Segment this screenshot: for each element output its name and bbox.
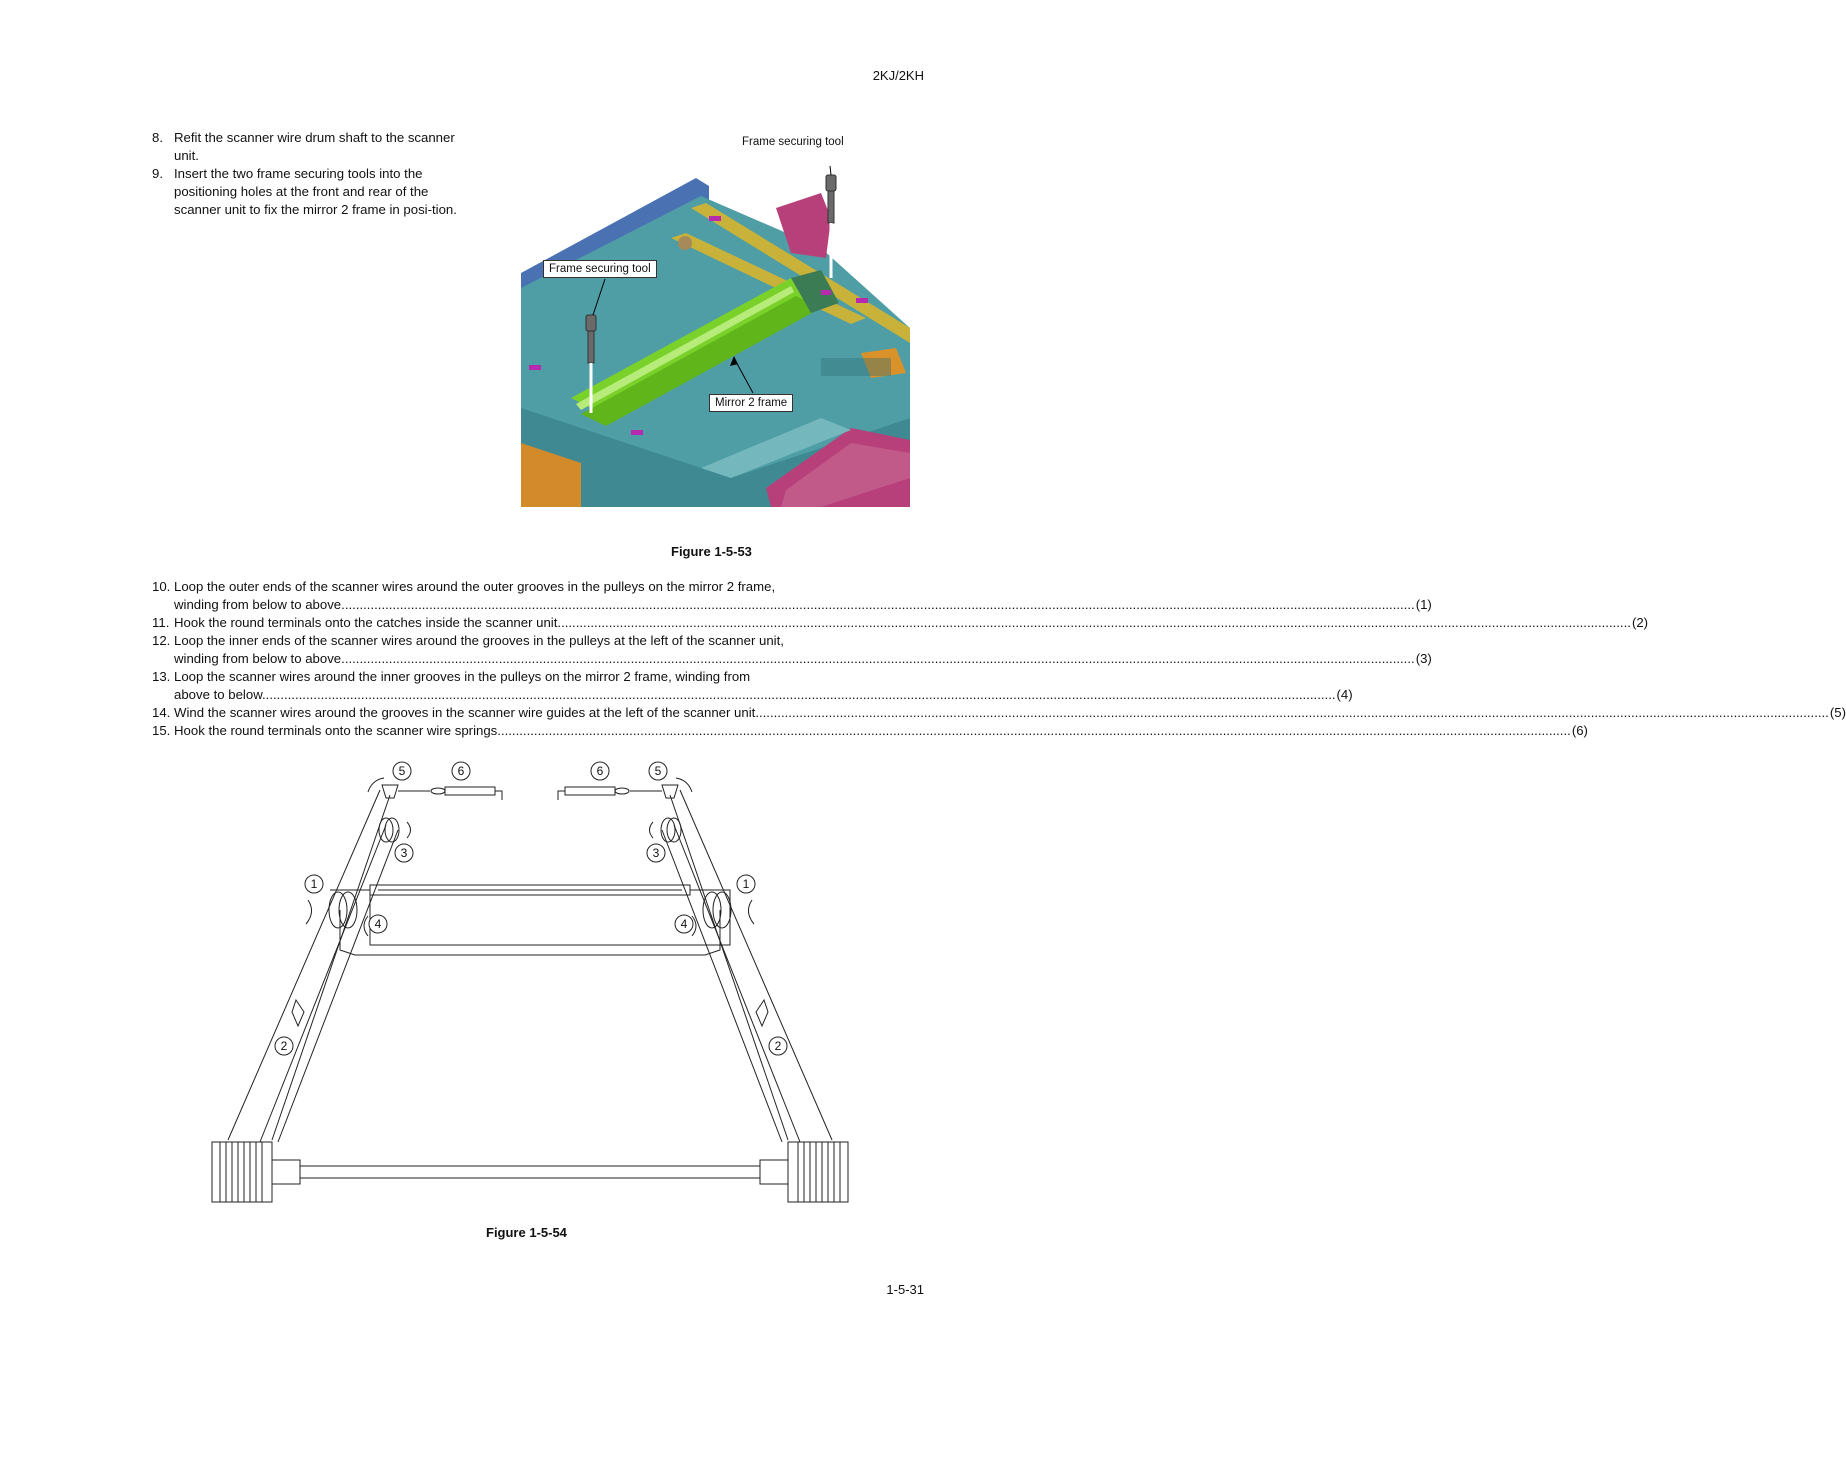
figure-1-5-54-caption: Figure 1-5-54 [486, 1225, 567, 1240]
step-text: Hook the round terminals onto the scanner wire springs. [174, 723, 501, 738]
step-text: Refit the scanner wire drum shaft to the scanner unit. [174, 130, 455, 163]
step-reference: (2) [1631, 615, 1649, 630]
step-number: 8. [152, 130, 163, 145]
step-reference: (5) [1829, 705, 1846, 720]
callout-mirror-2-frame: Mirror 2 frame [709, 394, 793, 412]
step-13 [152, 668, 1353, 704]
steps-top [152, 129, 472, 219]
step-number: 11. [152, 615, 170, 630]
marker-1-left: 1 [310, 877, 318, 891]
marker-4-right: 4 [680, 917, 688, 931]
step-text: Hook the round terminals onto the catches inside the scanner unit. [174, 615, 562, 630]
page-number: 1-5-31 [886, 1282, 924, 1297]
step-8 [152, 129, 472, 165]
marker-5-right: 5 [654, 764, 662, 778]
step-text: Insert the two frame securing tools into the positioning holes at the front and rear of the scanner unit to fix the mirror 2 frame in posi-tion. [174, 166, 457, 217]
step-number: 13. [152, 669, 171, 684]
step-number: 10. [152, 579, 171, 594]
model-header: 2KJ/2KH [872, 68, 924, 83]
step-number: 9. [152, 166, 163, 181]
figure-1-5-53-caption: Figure 1-5-53 [671, 544, 752, 559]
marker-4-left: 4 [374, 917, 382, 931]
step-text-line2: above to below. [174, 687, 266, 702]
marker-6-right: 6 [596, 764, 604, 778]
step-reference: (6) [1571, 723, 1588, 738]
step-number: 12. [152, 633, 171, 648]
marker-2-right: 2 [774, 1039, 782, 1053]
step-12 [152, 632, 1432, 668]
step-15 [152, 722, 1588, 740]
step-text-line1: Loop the outer ends of the scanner wires around the outer grooves in the pulleys on the mirror 2 frame, [174, 579, 776, 594]
step-text-line2: winding from below to above. [174, 651, 345, 666]
marker-3-right: 3 [652, 846, 660, 860]
marker-5-left: 5 [398, 764, 406, 778]
marker-3-left: 3 [400, 846, 408, 860]
steps-bottom [152, 578, 1846, 740]
step-number: 14. [152, 705, 171, 720]
step-9 [152, 165, 472, 219]
callout-frame-securing-tool-left: Frame securing tool [543, 260, 657, 278]
step-text: Wind the scanner wires around the grooves in the scanner wire guides at the left of the scanner unit. [174, 705, 759, 720]
step-text-line1: Loop the inner ends of the scanner wires around the grooves in the pulleys at the left of the scanner unit, [174, 633, 784, 648]
step-14 [152, 704, 1846, 722]
callout-frame-securing-tool-right: Frame securing tool [742, 136, 844, 148]
marker-1-right: 1 [742, 877, 750, 891]
figure-1-5-53-image [521, 136, 910, 507]
step-text-line1: Loop the scanner wires around the inner grooves in the pulleys on the mirror 2 frame, winding from [174, 669, 751, 684]
marker-2-left: 2 [280, 1039, 288, 1053]
step-11 [152, 614, 1649, 632]
step-text-line2: winding from below to above. [174, 597, 345, 612]
scanner-wire-diagram [200, 750, 860, 1210]
scanner-unit-illustration [521, 178, 910, 507]
marker-6-left: 6 [457, 764, 465, 778]
step-reference: (3) [1415, 651, 1432, 666]
step-reference: (1) [1415, 597, 1432, 612]
step-number: 15. [152, 723, 171, 738]
figure-1-5-54-image [200, 750, 860, 1210]
step-reference: (4) [1336, 687, 1353, 702]
step-10 [152, 578, 1432, 614]
